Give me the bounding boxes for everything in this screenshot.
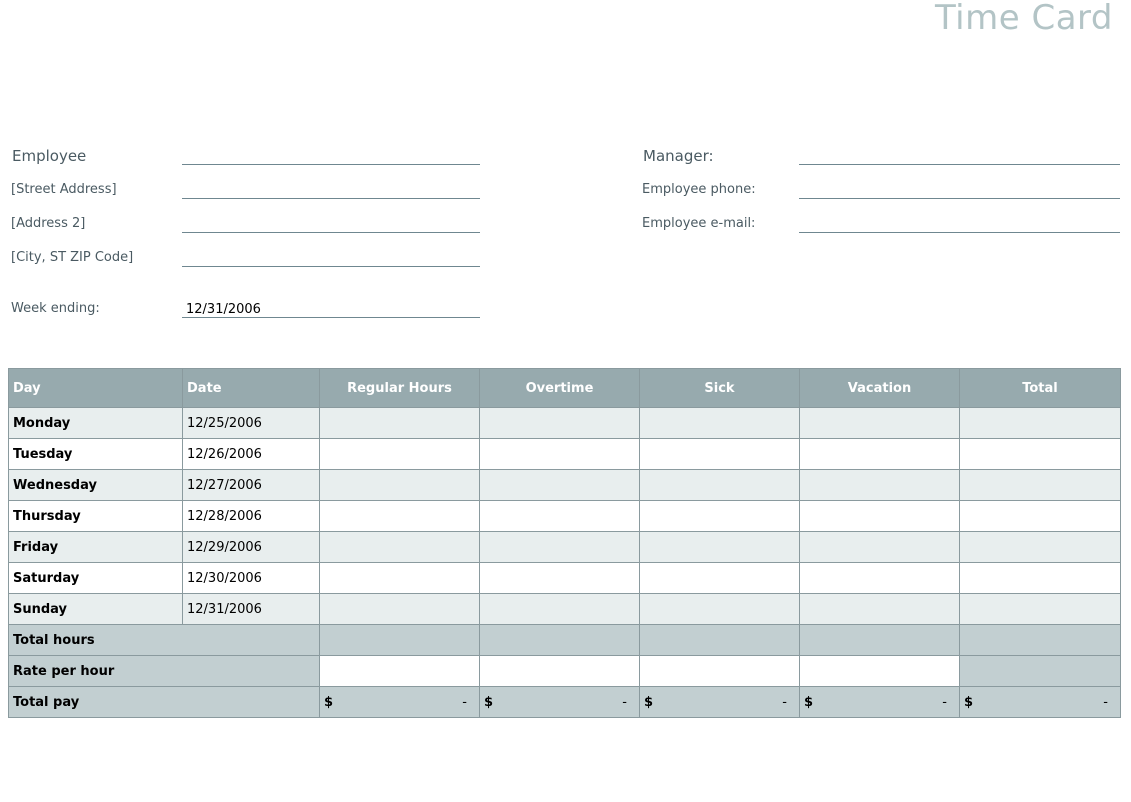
date-cell: 12/30/2006 (183, 563, 320, 594)
regular-hours-cell[interactable] (320, 563, 480, 594)
day-cell: Saturday (9, 563, 183, 594)
currency-symbol: $ (484, 694, 494, 710)
rate-overtime-cell[interactable] (480, 656, 640, 687)
employee-phone-field[interactable] (799, 180, 1120, 199)
total-sick-cell (640, 625, 800, 656)
manager-field[interactable] (799, 146, 1120, 165)
vacation-cell[interactable] (800, 563, 960, 594)
table-row (9, 532, 1121, 563)
regular-hours-cell[interactable] (320, 439, 480, 470)
vacation-cell[interactable] (800, 408, 960, 439)
header-vacation: Vacation (800, 369, 960, 408)
total-hours-row (9, 625, 1121, 656)
pay-total-cell (960, 687, 1121, 718)
vacation-cell[interactable] (800, 470, 960, 501)
overtime-cell[interactable] (480, 470, 640, 501)
table-row (9, 470, 1121, 501)
rate-total-cell (960, 656, 1121, 687)
sick-cell[interactable] (640, 594, 800, 625)
sick-cell[interactable] (640, 501, 800, 532)
city-state-zip-label: [City, ST ZIP Code] (11, 250, 134, 265)
total-regular-hours-cell (320, 625, 480, 656)
city-state-zip-field[interactable] (182, 248, 480, 267)
regular-hours-cell[interactable] (320, 470, 480, 501)
amount-value: - (1103, 694, 1108, 710)
street-address-label: [Street Address] (11, 182, 117, 197)
street-address-field[interactable] (182, 180, 480, 199)
week-ending-label: Week ending: (11, 301, 100, 316)
address2-field[interactable] (182, 214, 480, 233)
vacation-cell[interactable] (800, 532, 960, 563)
date-cell: 12/31/2006 (183, 594, 320, 625)
overtime-cell[interactable] (480, 408, 640, 439)
total-pay-row (9, 687, 1121, 718)
total-cell (960, 594, 1121, 625)
employee-email-label: Employee e-mail: (642, 216, 756, 231)
vacation-cell[interactable] (800, 594, 960, 625)
total-pay-label: Total pay (9, 687, 320, 718)
regular-hours-cell[interactable] (320, 408, 480, 439)
date-cell: 12/26/2006 (183, 439, 320, 470)
currency-symbol: $ (964, 694, 974, 710)
overtime-cell[interactable] (480, 501, 640, 532)
employee-phone-label: Employee phone: (642, 182, 756, 197)
amount-value: - (462, 694, 467, 710)
header-day: Day (9, 369, 183, 408)
sick-cell[interactable] (640, 470, 800, 501)
date-cell: 12/25/2006 (183, 408, 320, 439)
amount-value: - (782, 694, 787, 710)
total-vacation-cell (800, 625, 960, 656)
rate-per-hour-row (9, 656, 1121, 687)
pay-regular-cell (320, 687, 480, 718)
sick-cell[interactable] (640, 439, 800, 470)
total-cell (960, 470, 1121, 501)
vacation-cell[interactable] (800, 501, 960, 532)
table-row (9, 594, 1121, 625)
day-cell: Thursday (9, 501, 183, 532)
total-cell (960, 501, 1121, 532)
day-cell: Friday (9, 532, 183, 563)
header-sick: Sick (640, 369, 800, 408)
sick-cell[interactable] (640, 563, 800, 594)
table-header-row (9, 369, 1121, 408)
table-row (9, 563, 1121, 594)
pay-sick-cell (640, 687, 800, 718)
table-row (9, 439, 1121, 470)
overtime-cell[interactable] (480, 532, 640, 563)
sick-cell[interactable] (640, 408, 800, 439)
overtime-cell[interactable] (480, 594, 640, 625)
overtime-cell[interactable] (480, 563, 640, 594)
day-cell: Sunday (9, 594, 183, 625)
day-cell: Monday (9, 408, 183, 439)
date-cell: 12/29/2006 (183, 532, 320, 563)
rate-sick-cell[interactable] (640, 656, 800, 687)
total-cell (960, 532, 1121, 563)
header-total: Total (960, 369, 1121, 408)
address2-label: [Address 2] (11, 216, 86, 231)
total-cell (960, 563, 1121, 594)
rate-regular-cell[interactable] (320, 656, 480, 687)
week-ending-value: 12/31/2006 (186, 302, 261, 317)
total-hours-label: Total hours (9, 625, 320, 656)
vacation-cell[interactable] (800, 439, 960, 470)
day-cell: Tuesday (9, 439, 183, 470)
table-row (9, 408, 1121, 439)
pay-overtime-cell (480, 687, 640, 718)
total-cell (960, 439, 1121, 470)
employee-field[interactable] (182, 146, 480, 165)
amount-value: - (942, 694, 947, 710)
total-overtime-cell (480, 625, 640, 656)
table-row (9, 501, 1121, 532)
regular-hours-cell[interactable] (320, 532, 480, 563)
day-cell: Wednesday (9, 470, 183, 501)
date-cell: 12/27/2006 (183, 470, 320, 501)
regular-hours-cell[interactable] (320, 501, 480, 532)
rate-per-hour-label: Rate per hour (9, 656, 320, 687)
overtime-cell[interactable] (480, 439, 640, 470)
rate-vacation-cell[interactable] (800, 656, 960, 687)
header-overtime: Overtime (480, 369, 640, 408)
header-date: Date (183, 369, 320, 408)
regular-hours-cell[interactable] (320, 594, 480, 625)
currency-symbol: $ (804, 694, 814, 710)
total-hours-total-cell (960, 625, 1121, 656)
date-cell: 12/28/2006 (183, 501, 320, 532)
sick-cell[interactable] (640, 532, 800, 563)
manager-label: Manager: (643, 147, 714, 165)
employee-email-field[interactable] (799, 214, 1120, 233)
page-title: Time Card (934, 0, 1113, 38)
currency-symbol: $ (644, 694, 654, 710)
header-regular-hours: Regular Hours (320, 369, 480, 408)
total-cell (960, 408, 1121, 439)
currency-symbol: $ (324, 694, 334, 710)
time-table (8, 368, 1121, 718)
pay-vacation-cell (800, 687, 960, 718)
amount-value: - (622, 694, 627, 710)
employee-label: Employee (12, 147, 87, 165)
